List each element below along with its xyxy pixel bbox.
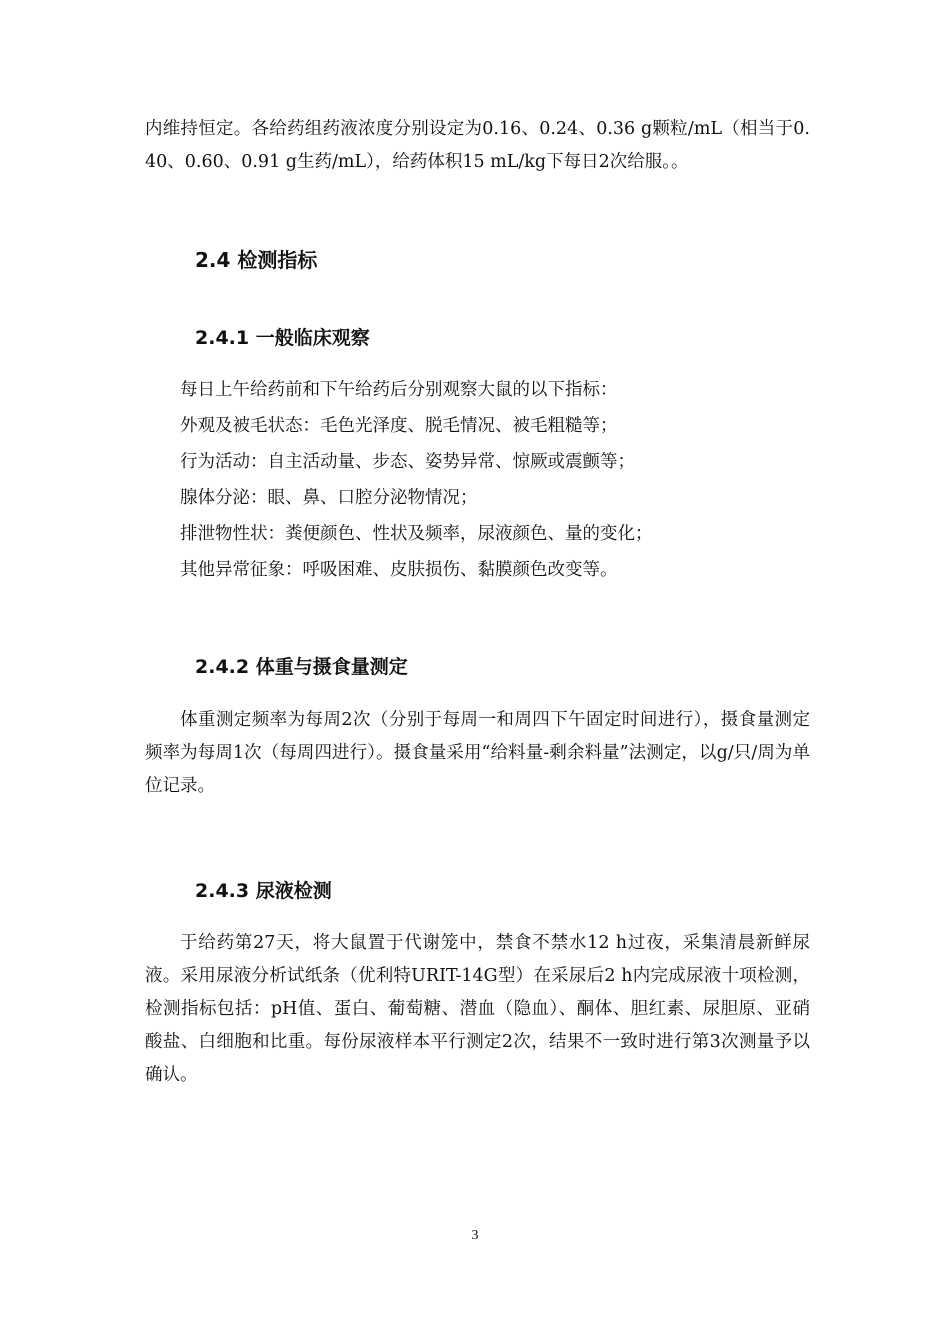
page-number: 3 bbox=[471, 1228, 479, 1243]
observation-line-secretion: 腺体分泌：眼、鼻、口腔分泌物情况； bbox=[180, 488, 478, 508]
intro-paragraph: 内维持恒定。各给药组药液浓度分别设定为0.16、0.24、0.36 g颗粒/mL（相当于0.40、0.60、0.91 g生药/mL），给药体积15 mL/kg下每日2次给服。。 bbox=[145, 119, 810, 172]
section-heading-2-4-2: 2.4.2 体重与摄食量测定 bbox=[195, 656, 408, 678]
body-weight-paragraph: 体重测定频率为每周2次（分别于每周一和周四下午固定时间进行），摄食量测定频率为每周1次（每周四进行）。摄食量采用“给料量-剩余料量”法测定，以g/只/周为单位记录。 bbox=[145, 710, 810, 796]
intro-block bbox=[145, 113, 810, 179]
observation-line-appearance: 外观及被毛状态：毛色光泽度、脱毛情况、被毛粗糙等； bbox=[180, 416, 618, 436]
section-heading-2-4-1: 2.4.1 一般临床观察 bbox=[195, 327, 370, 349]
urinalysis-paragraph: 于给药第27天，将大鼠置于代谢笼中，禁食不禁水12 h过夜，采集清晨新鲜尿液。采用尿液分析试纸条（优利特URIT-14G型）在采尿后2 h内完成尿液十项检测，检测指标包括：pH值、蛋白、葡萄糖、潜血（隐血）、酮体、胆红素、尿胆原、亚硝酸盐、白细胞和比重。每份尿液样本平行测定2次，结果不一致时进行第3次测量予以确认。 bbox=[145, 933, 810, 1085]
section-heading-2-4-3: 2.4.3 尿液检测 bbox=[195, 880, 332, 902]
observation-line-behavior: 行为活动：自主活动量、步态、姿势异常、惊厥或震颤等； bbox=[180, 452, 635, 472]
urinalysis-block bbox=[145, 927, 810, 1092]
section-heading-2-4: 2.4 检测指标 bbox=[195, 248, 318, 272]
body-weight-block bbox=[145, 704, 810, 803]
observation-line-intro: 每日上午给药前和下午给药后分别观察大鼠的以下指标： bbox=[180, 380, 618, 400]
observation-line-excretion: 排泄物性状：粪便颜色、性状及频率，尿液颜色、量的变化； bbox=[180, 524, 653, 544]
clinical-observation-list bbox=[145, 372, 810, 588]
observation-line-other: 其他异常征象：呼吸困难、皮肤损伤、黏膜颜色改变等。 bbox=[180, 560, 618, 580]
